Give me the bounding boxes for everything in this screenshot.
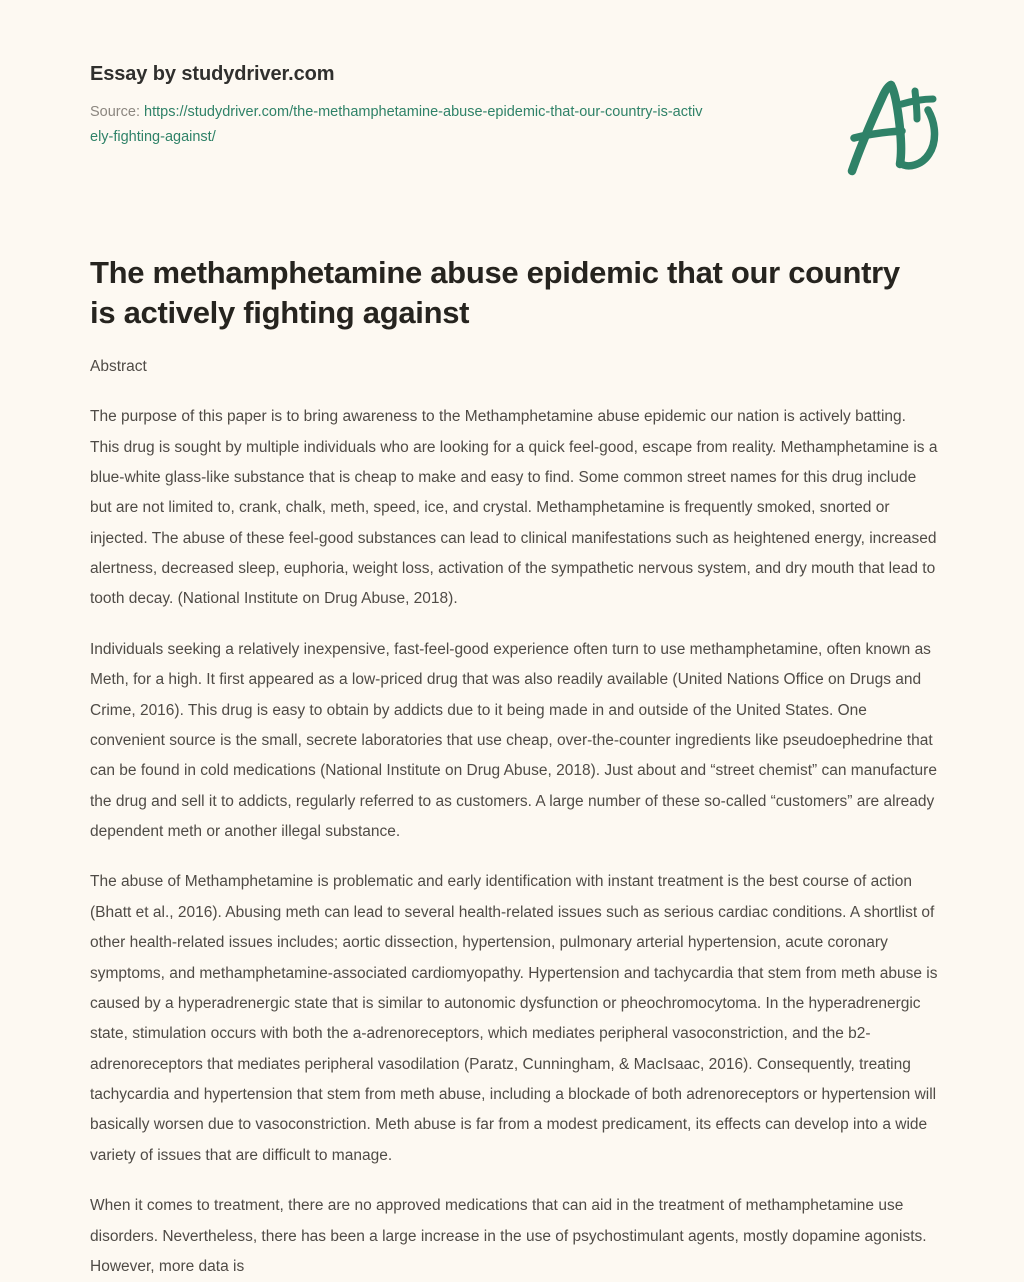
a-plus-logo-icon	[840, 74, 950, 179]
header-text-block	[90, 62, 705, 151]
paragraph: The abuse of Methamphetamine is problematic and early identification with instant treatment is the best course of action (Bhatt et al., 2016). Abusing meth can lead to several health-related issues such as serious cardiac conditions. A shortlist of other health-related issues includes; aortic dissection, hypertension, pulmonary arterial hypertension, acute coronary symptoms, and methamphetamine-associated cardiomyopathy. Hypertension and tachycardia that stem from meth abuse is caused by a hyperadrenergic state that is similar to autonomic dysfunction or pheochromocytoma. In the hyperadrenergic state, stimulation occurs with both the a-adrenoreceptors, which mediates peripheral vasoconstriction, and the b2-adrenoreceptors that mediates peripheral vasodilation (Paratz, Cunningham, & MacIsaac, 2016). Consequently, treating tachycardia and hypertension that stem from meth abuse, including a blockade of both adrenoreceptors or hypertension will basically worsen due to vasoconstriction. Meth abuse is far from a modest predicament, its effects can develop into a wide variety of issues that are difficult to manage.	[90, 873, 938, 1164]
essay-body	[90, 352, 938, 1282]
paragraph: The purpose of this paper is to bring awareness to the Methamphetamine abuse epidemic our nation is actively batting. This drug is sought by multiple individuals who are looking for a quick feel-good, escape from reality. Methamphetamine is a blue-white glass-like substance that is cheap to make and easy to find. Some common street names for this drug include but are not limited to, crank, chalk, meth, speed, ice, and crystal. Methamphetamine is frequently smoked, snorted or injected. The abuse of these feel-good substances can lead to clinical manifestations such as heightened energy, increased alertness, decreased sleep, euphoria, weight loss, activation of the sympathetic nervous system, and dry mouth that lead to tooth decay. (National Institute on Drug Abuse, 2018).	[90, 408, 938, 608]
page-title: The methamphetamine abuse epidemic that our country is actively fighting against	[90, 255, 900, 331]
paragraph: Individuals seeking a relatively inexpensive, fast-feel-good experience often turn to use methamphetamine, often known as Meth, for a high. It first appeared as a low-priced drug that was also readily available (United Nations Office on Drugs and Crime, 2016). This drug is easy to obtain by addicts due to it being made in and outside of the United States. One convenient source is the small, secrete laboratories that use cheap, over-the-counter ingredients like pseudoephedrine that can be found in cold medications (National Institute on Drug Abuse, 2018). Just about and “street chemist” can manufacture the drug and sell it to addicts, regularly referred to as customers. A large number of these so-called “customers” are already dependent meth or another illegal substance.	[90, 640, 937, 841]
source-label: Source:	[90, 104, 140, 120]
page-header	[90, 62, 960, 179]
byline: Essay by studydriver.com	[90, 63, 335, 85]
source-url-link[interactable]: https://studydriver.com/the-methamphetamine-abuse-epidemic-that-our-country-is-actively-fighting-against/	[90, 104, 703, 146]
source-line	[90, 100, 705, 151]
paragraph: When it comes to treatment, there are no approved medications that can aid in the treatment of methamphetamine use disorders. Nevertheless, there has been a large increase in the use of psychostimulant agents, mostly dopamine agonists. However, more data is	[90, 1197, 927, 1275]
section-label-abstract: Abstract	[90, 358, 147, 375]
